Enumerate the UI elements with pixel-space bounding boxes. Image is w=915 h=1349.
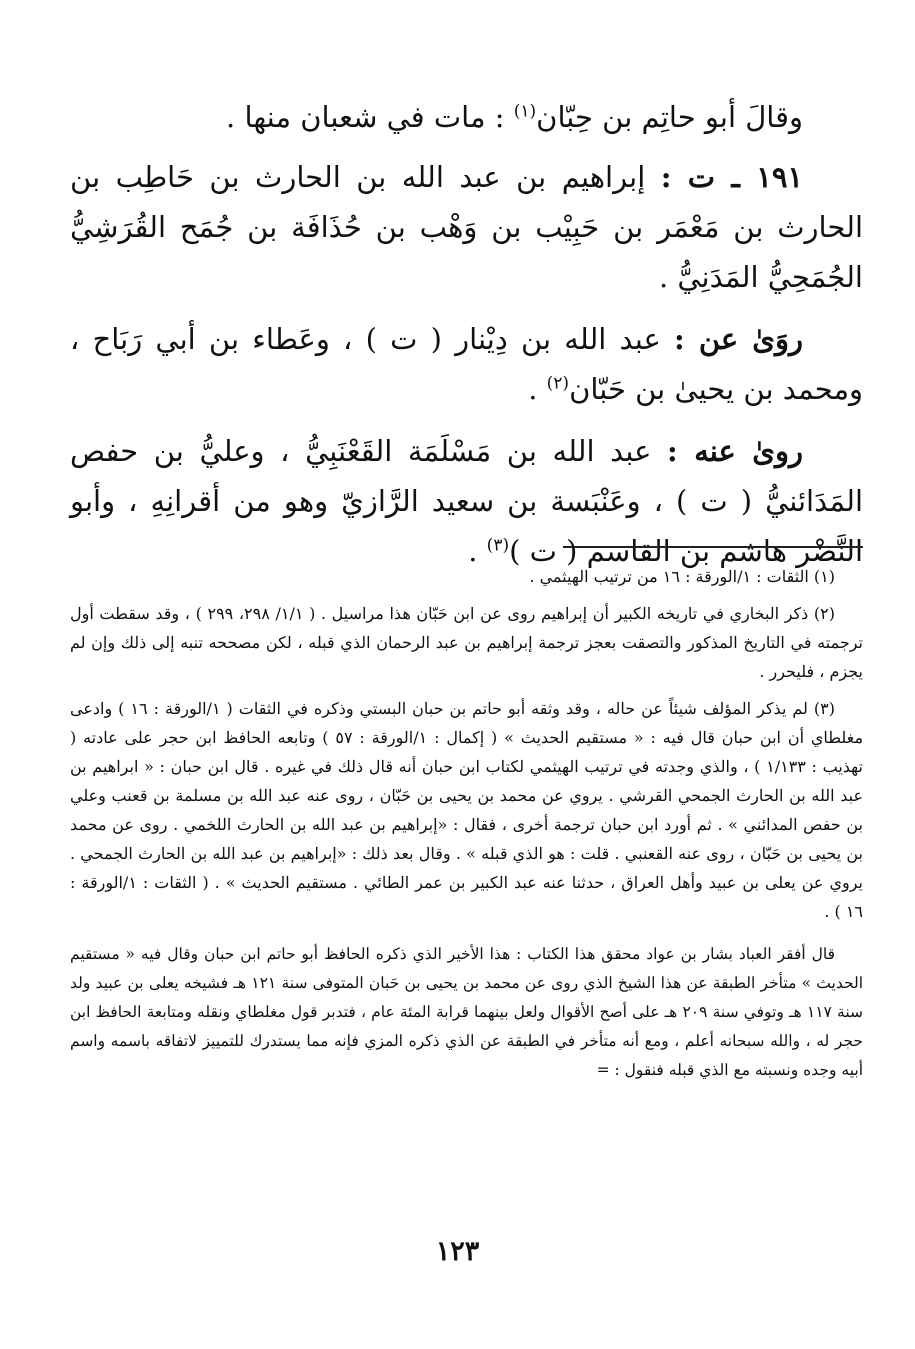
narrated-by-end: . [468,534,478,568]
biography-entry [70,152,863,302]
page-number: ١٢٣ [435,1236,480,1267]
intro-line [70,92,863,142]
narrated-from-text: عبد الله بن دِيْنار ( ت ) ، وعَطاء بن أبي رَبَاح ، ومحمد بن يحيىٰ بن حَبّان [70,322,863,406]
footnote-separator [563,546,863,548]
main-text [70,92,863,588]
narrated-by-paragraph [70,426,863,576]
footnote-ref-1: (١) [513,101,537,122]
footnote-ref-2: (٢) [546,373,570,394]
footnote-ref-3: (٣) [486,535,510,556]
footnote-3: (٣) لم يذكر المؤلف شيئاً عن حاله ، وقد وثقه أبو حاتم بن حبان البستي وذكره في الثقات ( ١/الورقة : ١٦ ) وادعى مغلطاي أن ابن حبان قال فيه : « مستقيم الحديث » ( إكمال : ١/الورقة : ٥٧ ) وتابعه الحافظ ابن حجر على عادته ( تهذيب : ١/١٣٣ ) ، والذي وجدته في ترتيب الهيثمي لكتاب ابن حبان أنه قال ذلك في غيره . قال ابن حبان : « ابراهيم بن عبد الله بن الحارث الجمحي القرشي . يروي عن محمد بن يحيى بن حَبّان ، روى عنه عبد الله بن مسلمة بن قعنب وعلي بن حفص المدائني » . ثم أورد ابن حبان ترجمة أخرى ، فقال : «إبراهيم بن عبد الله بن الحارث اللخمي . روى عن محمد بن يحيى بن حَبّان ، روى عنه القعنبي . قلت : هو الذي قبله » . وقال بعد ذلك : «إبراهيم بن عبد الله بن الحارث الجمحي . يروي عن يعلى بن عبيد وأهل العراق ، حدثنا عنه عبد الكبير بن عمر الطائي . مستقيم الحديث » . ( الثقات : ١/الورقة : ١٦ ) . [70,699,864,921]
footnote-1: (١) الثقات : ١/الورقة : ١٦ من ترتيب الهيثمي . [529,567,835,586]
narrated-by-label: روىٰ عنه : [667,434,803,468]
intro-text: وقالَ أبو حاتِم بن حِبّان [536,100,803,134]
footnote-2: (٢) ذكر البخاري في تاريخه الكبير أن إبراهيم روى عن ابن حَبّان هذا مراسيل . ( ١/١/ ٢٩٨، ٢٩٩ ) ، وقد سقطت أول ترجمته في التاريخ المذكور والتصقت بعجز ترجمة إبراهيم بن عبد الرحمان الذي قبله ، لكن مصححه تنبه إلى ذلك وإن لم يجزم ، فليحرر . [70,604,863,681]
narrated-from-paragraph [70,314,863,414]
entry-number: ١٩١ ـ ت : [660,160,803,194]
intro-text-rest: : مات في شعبان منها . [226,100,505,134]
footnotes [70,562,863,1093]
narrated-from-label: روَىٰ عن : [674,322,804,356]
editor-note: قال أفقر العباد بشار بن عواد محقق هذا الكتاب : هذا الأخير الذي ذكره الحافظ أبو حاتم ابن حبان وقال فيه « مستقيم الحديث » متأخر الطبقة عن هذا الشيخ الذي روى عن محمد بن يحيى بن حَبان المتوفى سنة ١٢١ هـ فشيخه يعلى بن عبيد ولد سنة ١١٧ هـ وتوفي سنة ٢٠٩ هـ على أصح الأقوال ولعل بينهما قرابة المئة عام ، فتدبر قول مغلطاي ونقله ومتابعة الحافظ ابن حجر له ، والله سبحانه أعلم ، ومع أنه متأخر في الطبقة عن الذي ذكره المزي فإنه مما يستدرك للتمييز لاتفاقه باسمه واسم أبيه وجده ونسبته مع الذي قبله فنقول : = [70,945,864,1079]
narrated-from-end: . [528,372,538,406]
entry-name: إبراهيم بن عبد الله بن الحارث بن حَاطِب بن الحارث بن مَعْمَر بن حَبِيْب بن وَهْب بن حُذَافَة بن جُمَح القُرَشِيُّ الجُمَحِيُّ المَدَنِيُّ . [70,160,863,294]
narrated-by-text: عبد الله بن مَسْلَمَة القَعْنَبِيُّ ، وعليُّ بن حفص المَدَائنيُّ ( ت ) ، وعَنْبَسة بن سعيد الرَّازيّ وهو من أقرانِهِ ، وأبو النَّضْر هاشم بن القاسم ( ت ) [70,434,863,568]
